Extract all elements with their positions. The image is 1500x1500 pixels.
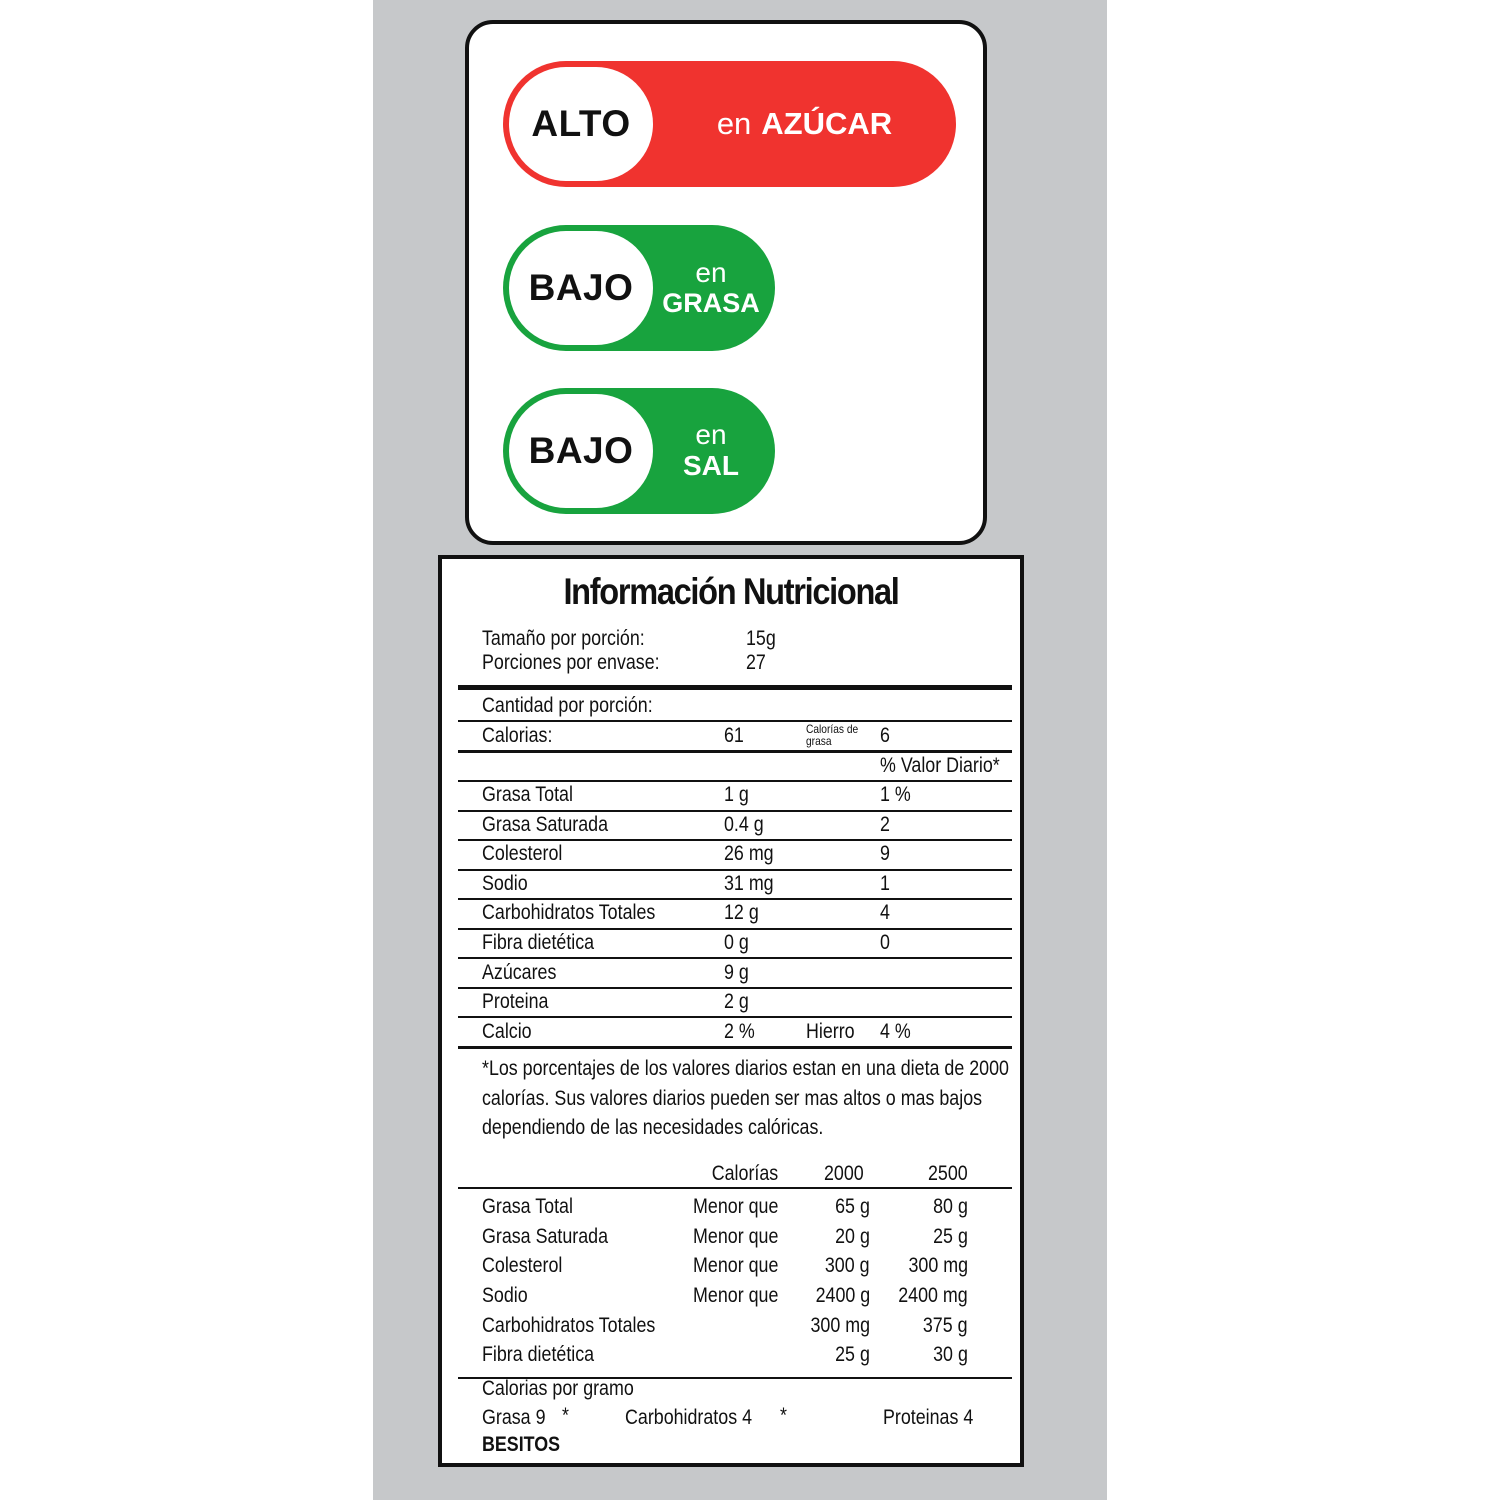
calcium-label: Calcio — [482, 1020, 532, 1043]
ref-value-2500: 25 g — [933, 1225, 968, 1248]
nutrient-daily-value: 1 % — [880, 783, 911, 806]
nutrient-daily-value: 1 — [880, 872, 890, 895]
calories-label: Calorias: — [482, 724, 553, 747]
per-gram-fat: Grasa 9 — [482, 1406, 546, 1429]
calcium-value: 2 % — [724, 1020, 755, 1043]
ref-name: Grasa Total — [482, 1195, 573, 1218]
footnote-line: dependiendo de las necesidades calóricas. — [482, 1116, 824, 1139]
iron-value: 4 % — [880, 1020, 911, 1043]
ref-name: Grasa Saturada — [482, 1225, 609, 1248]
per-gram-separator: * — [562, 1404, 569, 1427]
ref-header-2000: 2000 — [824, 1162, 864, 1185]
ref-header-calories: Calorías — [711, 1162, 778, 1185]
nutrient-daily-value: 2 — [880, 813, 890, 836]
warning-nutrient-area — [653, 225, 769, 351]
per-gram-carbs: Carbohidratos 4 — [625, 1406, 753, 1429]
divider — [458, 780, 1012, 782]
nutrient-amount: 0 g — [724, 931, 749, 954]
ref-qualifier: Menor que — [692, 1284, 778, 1307]
calories-value: 61 — [724, 724, 744, 747]
warning-prefix: en — [695, 256, 727, 288]
iron-label: Hierro — [806, 1020, 855, 1043]
nutrient-name: Proteina — [482, 990, 549, 1013]
ref-value-2500: 80 g — [933, 1195, 968, 1218]
nutrition-facts-panel — [438, 555, 1024, 1467]
warning-level-badge — [509, 231, 653, 345]
servings-value: 27 — [746, 651, 766, 674]
nutrient-amount: 26 mg — [724, 842, 774, 865]
warning-level-text: ALTO — [531, 103, 631, 144]
nutrient-daily-value: 9 — [880, 842, 890, 865]
medium-divider — [458, 750, 1012, 753]
nutrient-amount: 2 g — [724, 990, 749, 1013]
warning-nutrient: SAL — [683, 450, 739, 481]
nutrient-name: Carbohidratos Totales — [482, 901, 656, 924]
per-gram-protein: Proteinas 4 — [883, 1406, 974, 1429]
ref-header-2500: 2500 — [928, 1162, 968, 1185]
nutrient-name: Azúcares — [482, 961, 557, 984]
divider — [458, 1187, 1012, 1189]
ref-value-2000: 65 g — [835, 1195, 870, 1218]
calories-fat-label-line: Calorías de — [806, 722, 859, 736]
warning-nutrient-area — [653, 388, 769, 514]
ref-value-2000: 300 mg — [810, 1314, 870, 1337]
ref-qualifier: Menor que — [692, 1225, 778, 1248]
serving-size-label: Tamaño por porción: — [482, 627, 645, 650]
divider — [458, 957, 1012, 959]
amount-per-serving-label: Cantidad por porción: — [482, 694, 653, 717]
warning-level-text: BAJO — [528, 267, 634, 308]
ref-value-2000: 300 g — [825, 1254, 870, 1277]
nutrient-amount: 12 g — [724, 901, 759, 924]
ref-value-2500: 300 mg — [908, 1254, 968, 1277]
warning-prefix: en — [716, 105, 752, 141]
footnote-line: *Los porcentajes de los valores diarios estan en una dieta de 2000 — [482, 1057, 1009, 1080]
nutrient-amount: 31 mg — [724, 872, 774, 895]
facts-title: Información Nutricional — [563, 571, 899, 612]
ref-qualifier: Menor que — [692, 1254, 778, 1277]
nutrient-name: Colesterol — [482, 842, 563, 865]
divider — [458, 720, 1012, 722]
divider — [458, 810, 1012, 812]
medium-divider — [458, 1046, 1012, 1049]
warning-nutrient-area — [653, 61, 956, 187]
product-name: BESITOS — [482, 1433, 561, 1456]
warning-level-badge — [509, 394, 653, 508]
ref-name: Carbohidratos Totales — [482, 1314, 656, 1337]
calories-fat-label — [806, 723, 858, 747]
ref-qualifier: Menor que — [692, 1195, 778, 1218]
calories-fat-value: 6 — [880, 724, 890, 747]
footnote-line: calorías. Sus valores diarios pueden ser mas altos o mas bajos — [482, 1087, 983, 1110]
calories-fat-label-line: grasa — [806, 734, 832, 748]
divider — [458, 928, 1012, 930]
ref-value-2000: 25 g — [835, 1343, 870, 1366]
warning-level-badge — [509, 67, 653, 181]
nutrient-amount: 1 g — [724, 783, 749, 806]
warning-prefix: en — [695, 419, 727, 451]
divider — [458, 898, 1012, 900]
nutrient-name: Grasa Saturada — [482, 813, 609, 836]
ref-value-2000: 2400 g — [815, 1284, 870, 1307]
warning-nutrient: GRASA — [662, 287, 760, 318]
divider — [458, 987, 1012, 989]
warning-low-fat — [503, 225, 775, 351]
divider — [458, 839, 1012, 841]
ref-value-2500: 30 g — [933, 1343, 968, 1366]
warning-nutrient: AZÚCAR — [761, 105, 893, 141]
ref-value-2500: 375 g — [923, 1314, 968, 1337]
ref-name: Fibra dietética — [482, 1343, 595, 1366]
nutrient-name: Fibra dietética — [482, 931, 595, 954]
divider — [458, 869, 1012, 871]
nutrient-amount: 9 g — [724, 961, 749, 984]
nutrient-daily-value: 0 — [880, 931, 890, 954]
warning-high-sugar — [503, 61, 956, 187]
ref-value-2500: 2400 mg — [898, 1284, 968, 1307]
ref-name: Colesterol — [482, 1254, 563, 1277]
divider — [458, 1016, 1012, 1018]
nutrient-amount: 0.4 g — [724, 813, 764, 836]
serving-size-value: 15g — [746, 627, 776, 650]
nutrient-name: Grasa Total — [482, 783, 573, 806]
ref-name: Sodio — [482, 1284, 528, 1307]
per-gram-separator: * — [780, 1404, 787, 1427]
nutrient-name: Sodio — [482, 872, 528, 895]
servings-label: Porciones por envase: — [482, 651, 660, 674]
warning-level-text: BAJO — [528, 430, 634, 471]
ref-value-2000: 20 g — [835, 1225, 870, 1248]
warning-labels-panel — [465, 20, 987, 545]
thick-divider — [458, 685, 1012, 690]
nutrient-daily-value: 4 — [880, 901, 890, 924]
calories-per-gram-label: Calorias por gramo — [482, 1377, 634, 1400]
daily-value-header: % Valor Diario* — [880, 754, 1000, 777]
warning-low-salt — [503, 388, 775, 514]
